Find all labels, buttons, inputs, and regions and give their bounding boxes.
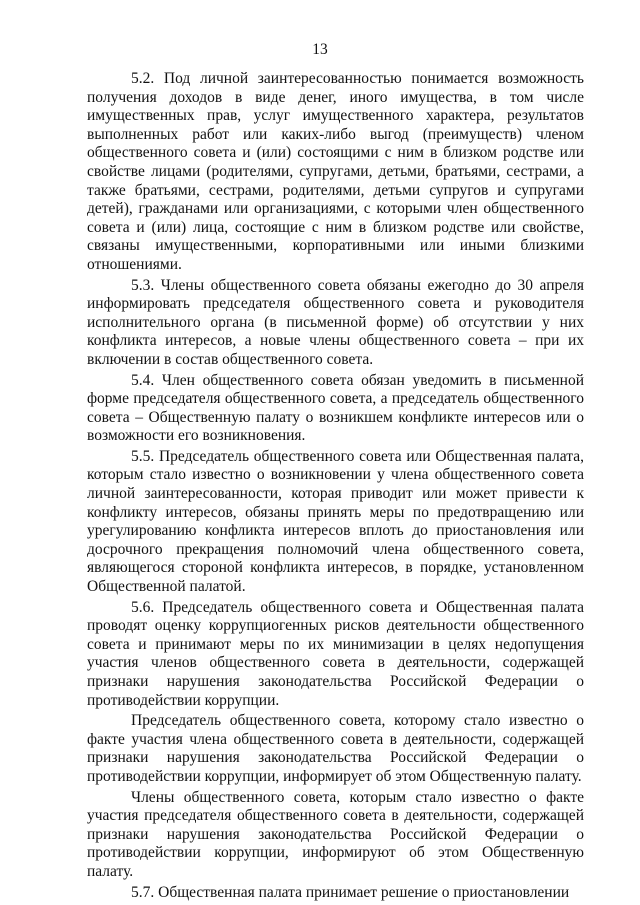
paragraph-5-6-members: Члены общественного совета, которым стало известно о факте участия председателя общественного совета в деятельности, содержащей признаки нарушения законодательства Российской Федерации о противодействии коррупции, информируют об этом Общественную палату. [87,788,584,880]
paragraph-5-5: 5.5. Председатель общественного совета или Общественная палата, которым стало известно о возникновении у члена общественного совета личной заинтересованности, которая приводит или может привести к конфликту интересов, обязаны принять меры по предотвращению или урегулированию конфликта интересов вплоть до приостановления или досрочного прекращения полномочий члена общественного совета, являющегося стороной конфликта интересов, в порядке, установленном Общественной палатой. [87,447,584,596]
paragraph-5-4: 5.4. Член общественного совета обязан уведомить в письменной форме председателя общественного совета, а председатель общественного совета – Общественную палату о возникшем конфликте интересов или о возможности его возникновения. [87,371,584,445]
paragraph-5-3: 5.3. Члены общественного совета обязаны ежегодно до 30 апреля информировать председателя общественного совета и руководителя исполнительного органа (в письменной форме) об отсутствии у них конфликта интересов, а новые члены общественного совета – при их включении в состав общественного совета. [87,276,584,368]
body-text [87,70,584,904]
paragraph-5-6-chair: Председатель общественного совета, которому стало известно о факте участия члена общественного совета в деятельности, содержащей признаки нарушения законодательства Российской Федерации о противодействии коррупции, информирует об этом Общественную палату. [87,712,584,785]
page-number: 13 [312,41,328,58]
paragraph-5-7: 5.7. Общественная палата принимает решение о приостановлении [131,883,570,901]
paragraph-5-2: 5.2. Под личной заинтересованностью понимается возможность получения доходов в виде денег, иного имущества, в том числе имущественных прав, услуг имущественного характера, результатов выполненных работ или каких-либо выгод (преимуществ) членом общественного совета и (или) состоящими с ним в близком родстве или свойстве лицами (родителями, супругами, детьми, братьями, сестрами, а также братьями, сестрами, родителями, детьми супругов и супругами детей), гражданами или организациями, с которыми член общественного совета и (или) лица, состоящие с ним в близком родстве или свойстве, связаны имущественными, корпоративными или иными близкими отношениями. [87,70,584,273]
paragraph-5-6: 5.6. Председатель общественного совета и Общественная палата проводят оценку коррупциогенных рисков деятельности общественного совета и принимают меры по их минимизации в целях недопущения участия членов общественного совета в деятельности, содержащей признаки нарушения законодательства Российской Федерации о противодействии коррупции. [87,598,584,709]
